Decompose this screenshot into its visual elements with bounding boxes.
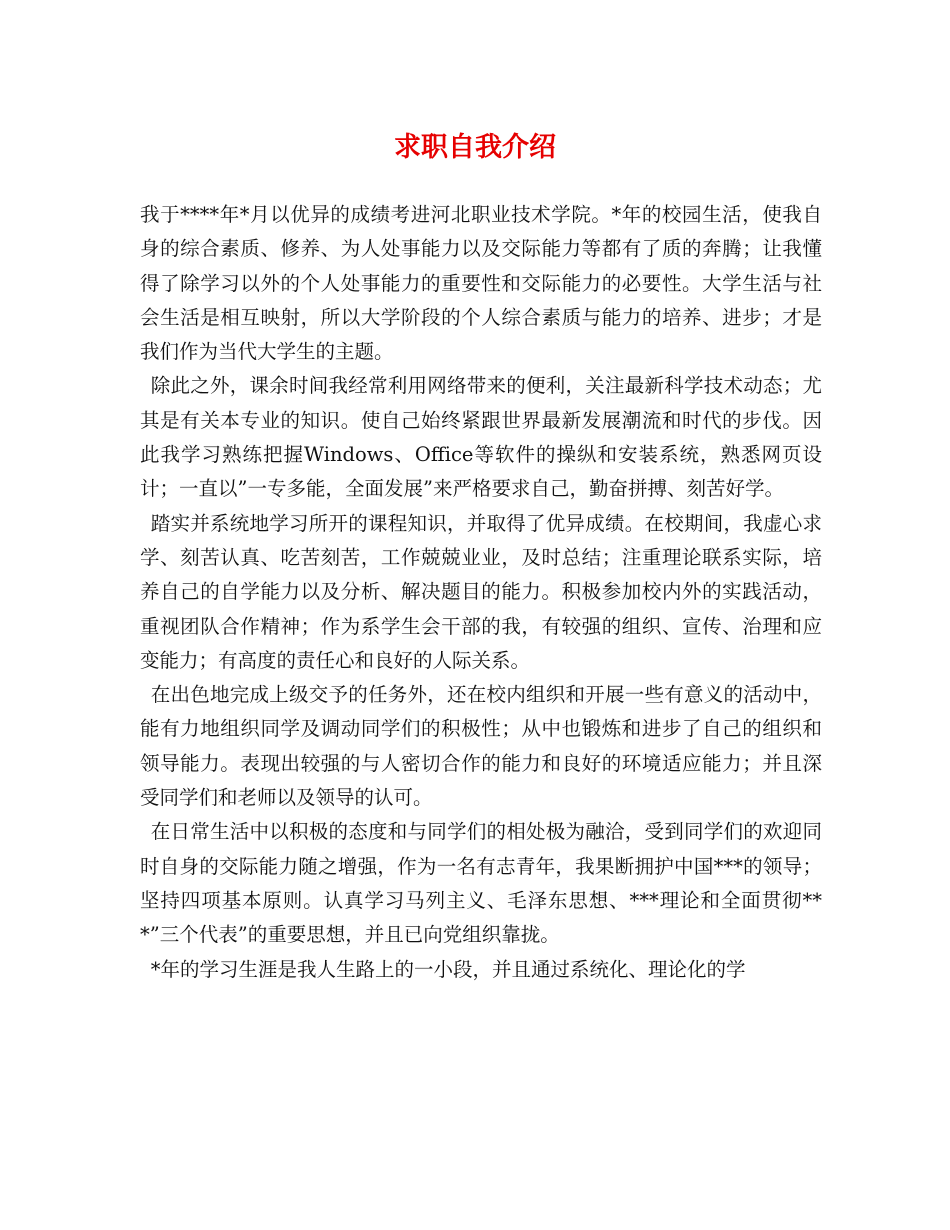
paragraph-2: 除此之外，课余时间我经常利用网络带来的便利，关注最新科学技术动态；尤其是有关本专业的知识。使自己始终紧跟世界最新发展潮流和时代的步伐。因此我学习熟练把握Windows、Office等软件的操纵和安装系统，熟悉网页设计；一直以”一专多能，全面发展”来严格要求自己，勤奋拼搏、刻苦好学。 xyxy=(140,374,822,501)
document-title: 求职自我介绍 xyxy=(394,132,556,163)
paragraph-4: 在出色地完成上级交予的任务外，还在校内组织和开展一些有意义的活动中，能有力地组织同学及调动同学们的积极性；从中也锻炼和进步了自己的组织和领导能力。表现出较强的与人密切合作的能力和良好的环境适应能力；并且深受同学们和老师以及领导的认可。 xyxy=(140,683,822,810)
paragraph-6: *年的学习生涯是我人生路上的一小段，并且通过系统化、理论化的学 xyxy=(150,957,746,981)
paragraph-3: 踏实并系统地学习所开的课程知识，并取得了优异成绩。在校期间，我虚心求学、刻苦认真、吃苦刻苦，工作兢兢业业，及时总结；注重理论联系实际，培养自己的自学能力以及分析、解决题目的能力。积极参加校内外的实践活动，重视团队合作精神；作为系学生会干部的我，有较强的组织、宣传、治理和应变能力；有高度的责任心和良好的人际关系。 xyxy=(140,511,822,672)
paragraph-1: 我于****年*月以优异的成绩考进河北职业技术学院。*年的校园生活，使我自身的综合素质、修养、为人处事能力以及交际能力等都有了质的奔腾；让我懂得了除学习以外的个人处事能力的重要性和交际能力的必要性。大学生活与社会生活是相互映射，所以大学阶段的个人综合素质与能力的培养、进步；才是我们作为当代大学生的主题。 xyxy=(140,203,822,364)
document-body xyxy=(140,198,822,987)
paragraph-5: 在日常生活中以积极的态度和与同学们的相处极为融洽，受到同学们的欢迎同时自身的交际能力随之增强，作为一名有志青年，我果断拥护中国***的领导；坚持四项基本原则。认真学习马列主义、毛泽东思想、***理论和全面贯彻***”三个代表”的重要思想，并且已向党组织靠拢。 xyxy=(140,820,822,947)
